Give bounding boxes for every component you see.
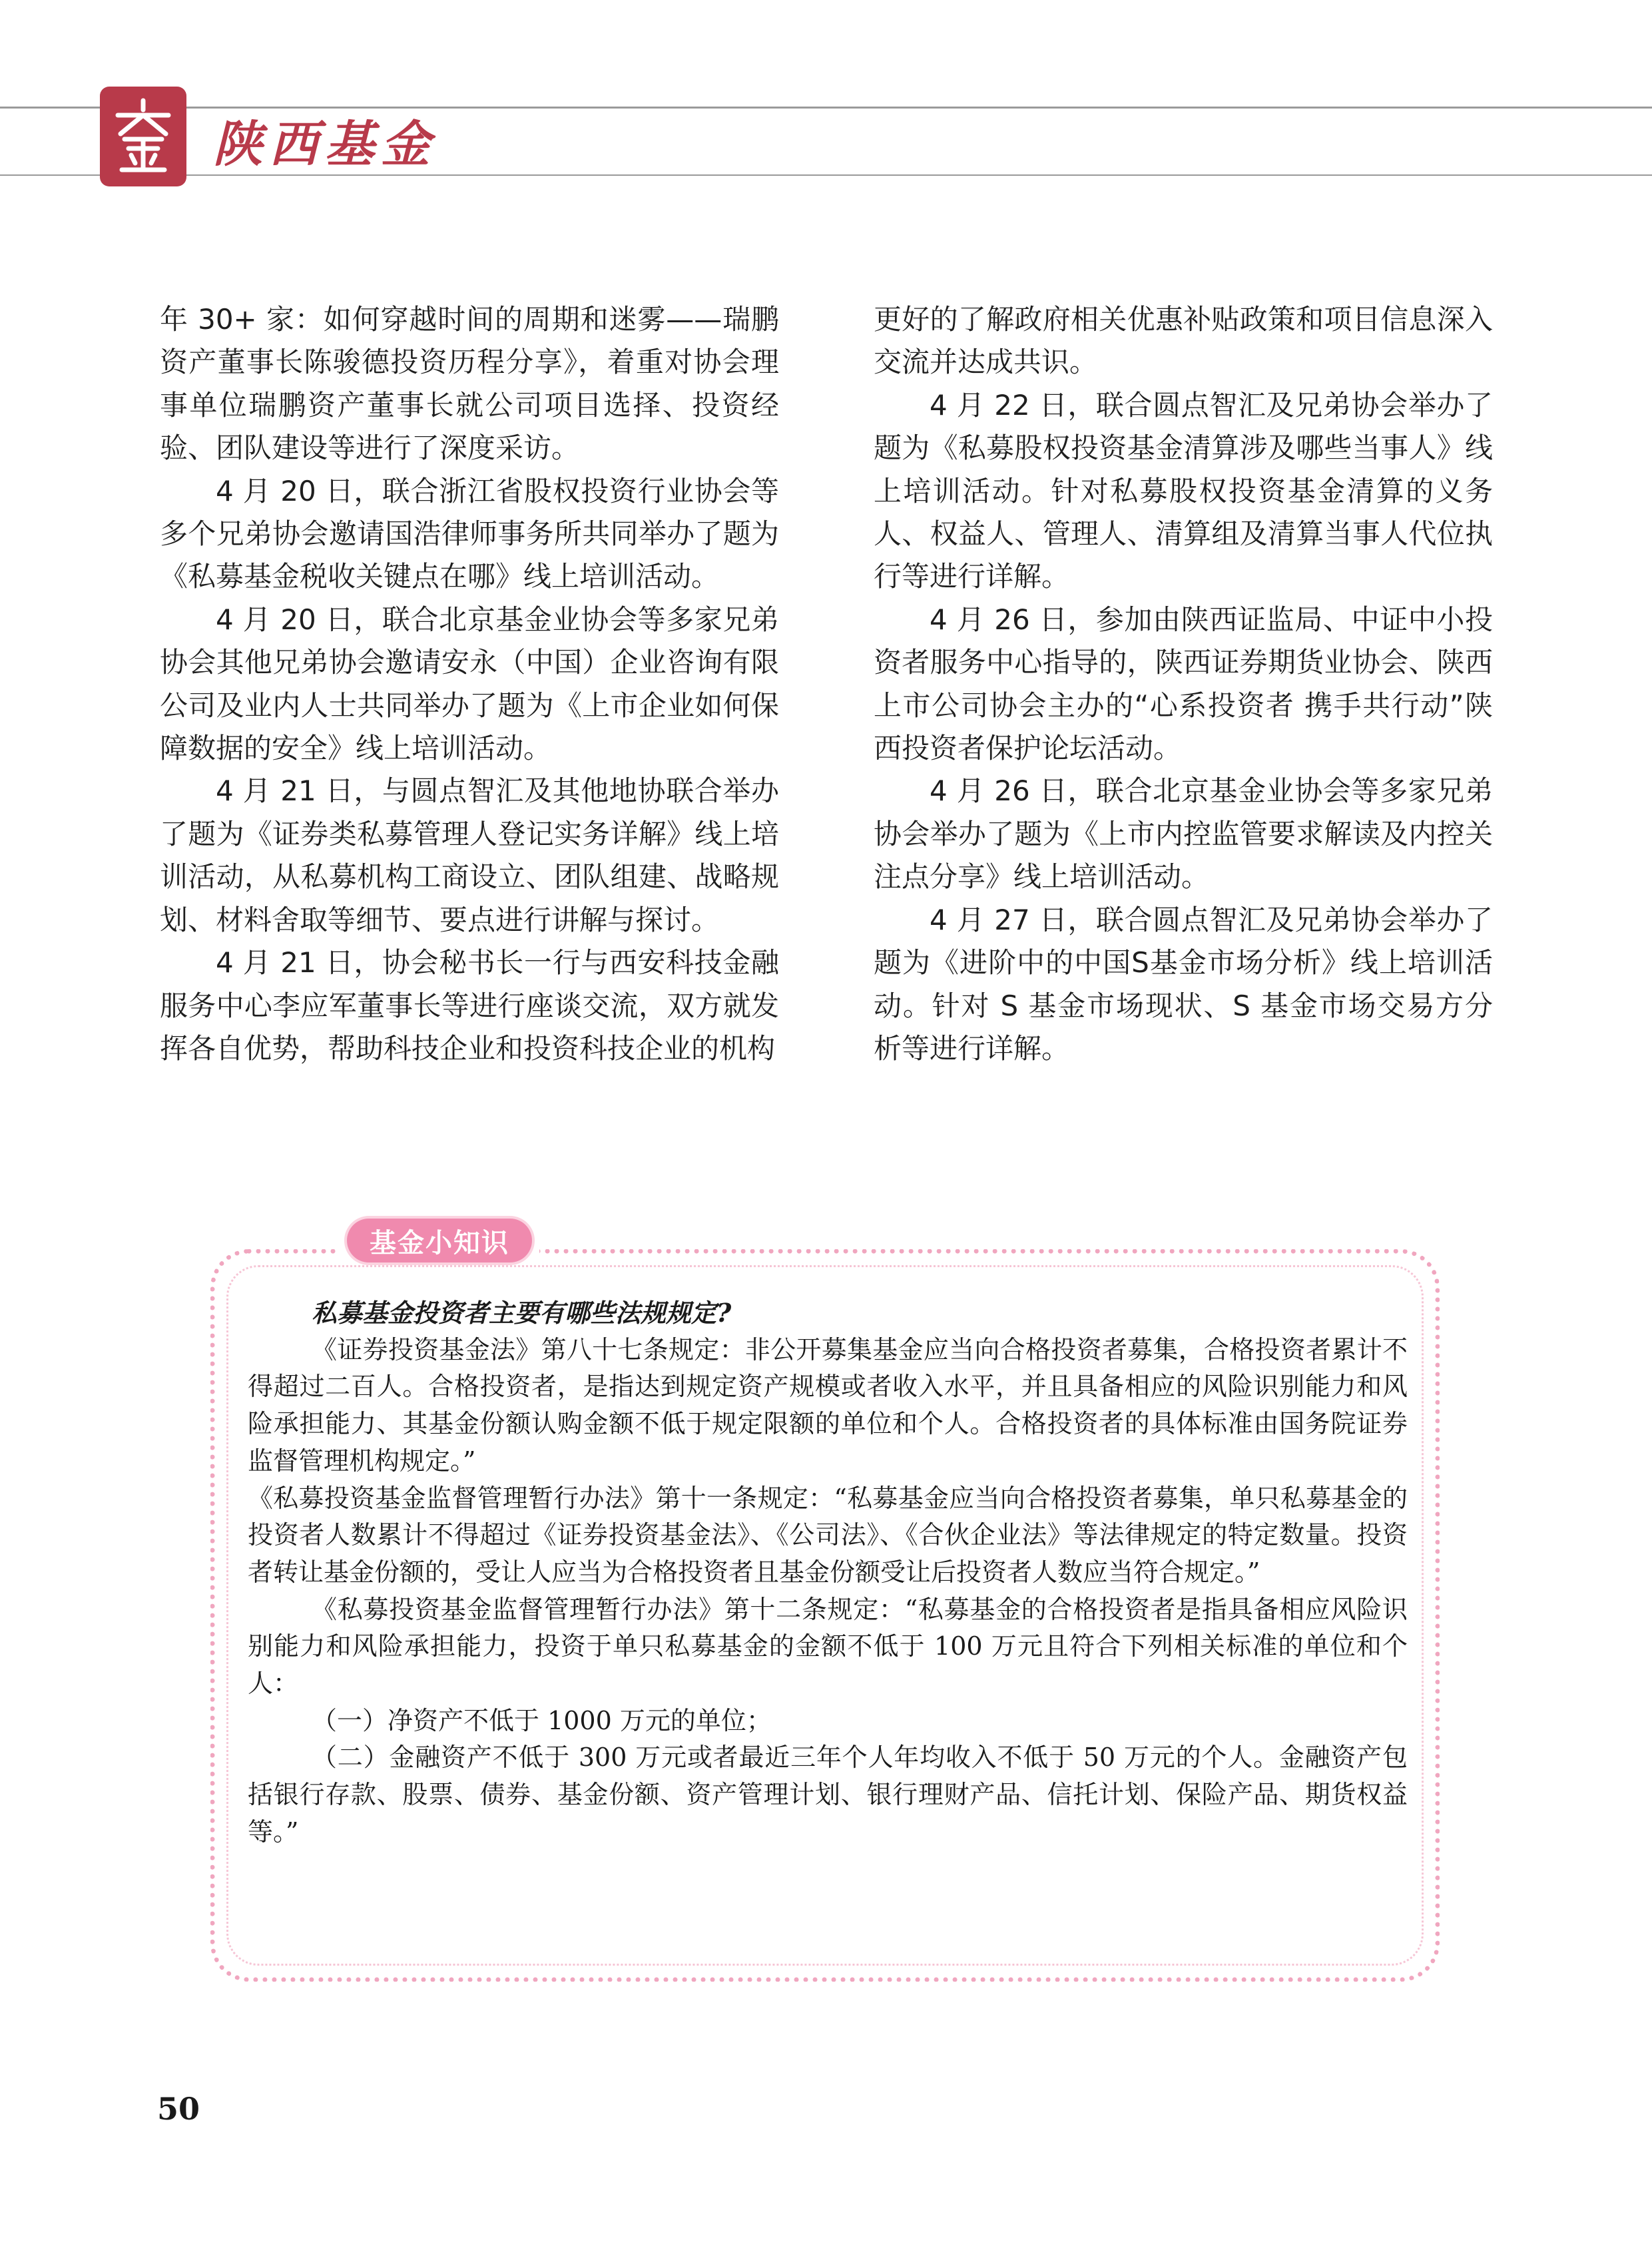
paragraph: 4 月 26 日，参加由陕西证监局、中证中小投资者服务中心指导的，陕西证券期货业协会、陕西上市公司协会主办的“心系投资者 携手共行动”陕西投资者保护论坛活动。 [874,603,1493,765]
paragraph: 4 月 26 日，联合北京基金业协会等多家兄弟协会举办了题为《上市内控监管要求解读及内控关注点分享》线上培训活动。 [874,774,1493,894]
paragraph: 4 月 20 日，联合北京基金业协会等多家兄弟协会其他兄弟协会邀请安永（中国）企业咨询有限公司及业内人士共同举办了题为《上市企业如何保障数据的安全》线上培训活动。 [160,603,779,765]
knowledge-tab-label: 基金小知识 [347,1219,532,1262]
knowledge-paragraph: 《私募投资基金监督管理暂行办法》第十二条规定：“私募基金的合格投资者是指具备相应风险识别能力和风险承担能力，投资于单只私募基金的金额不低于 100 万元且符合下列相关标准的单位和个人： [248,1594,1408,1699]
paragraph: 4 月 20 日，联合浙江省股权投资行业协会等多个兄弟协会邀请国浩律师事务所共同举办了题为《私募基金税收关键点在哪》线上培训活动。 [160,474,779,593]
knowledge-item: （一）净资产不低于 1000 万元的单位； [312,1705,772,1735]
knowledge-question: 私募基金投资者主要有哪些法规规定? [312,1298,732,1328]
seal-logo-icon [100,87,186,186]
knowledge-content [248,1294,1408,1851]
paragraph: 4 月 27 日，联合圆点智汇及兄弟协会举办了题为《进阶中的中国S基金市场分析》线上培训活动。针对 S 基金市场现状、S 基金市场交易方分析等进行详解。 [874,903,1493,1065]
brand-title: 陕西基金 [213,116,437,173]
knowledge-paragraph: 《私募投资基金监督管理暂行办法》第十一条规定：“私募基金应当向合格投资者募集，单只私募基金的投资者人数累计不得超过《证券投资基金法》、《公司法》、《合伙企业法》等法律规定的特定数量。投资者转让基金份额的，受让人应当为合格投资者且基金份额受让后投资者人数应当符合规定。” [248,1483,1408,1587]
article-column-right [874,298,1493,1070]
page-number: 50 [157,2091,200,2127]
paragraph: 4 月 21 日，与圆点智汇及其他地协联合举办了题为《证券类私募管理人登记实务详解》线上培训活动，从私募机构工商设立、团队组建、战略规划、材料舍取等细节、要点进行讲解与探讨。 [160,774,779,936]
paragraph: 更好的了解政府相关优惠补贴政策和项目信息深入交流并达成共识。 [874,303,1493,379]
paragraph: 4 月 22 日，联合圆点智汇及兄弟协会举办了题为《私募股权投资基金清算涉及哪些当事人》线上培训活动。针对私募股权投资基金清算的义务人、权益人、管理人、清算组及清算当事人代位执行等进行详解。 [874,388,1493,593]
knowledge-paragraph: 《证券投资基金法》第八十七条规定：非公开募集基金应当向合格投资者募集，合格投资者累计不得超过二百人。合格投资者，是指达到规定资产规模或者收入水平，并且具备相应的风险识别能力和风险承担能力、其基金份额认购金额不低于规定限额的单位和个人。合格投资者的具体标准由国务院证券监督管理机构规定。” [248,1334,1408,1476]
paragraph: 年 30+ 家：如何穿越时间的周期和迷雾——瑞鹏资产董事长陈骏德投资历程分享》，着重对协会理事单位瑞鹏资产董事长就公司项目选择、投资经验、团队建设等进行了深度采访。 [160,303,779,465]
knowledge-tab [340,1216,539,1265]
knowledge-item: （二）金融资产不低于 300 万元或者最近三年个人年均收入不低于 50 万元的个人。金融资产包括银行存款、股票、债券、基金份额、资产管理计划、银行理财产品、信托计划、保险产品、期货权益等。” [248,1743,1408,1846]
paragraph: 4 月 21 日，协会秘书长一行与西安科技金融服务中心李应军董事长等进行座谈交流，双方就发挥各自优势，帮助科技企业和投资科技企业的机构 [160,946,779,1065]
article-column-left [160,298,779,1070]
